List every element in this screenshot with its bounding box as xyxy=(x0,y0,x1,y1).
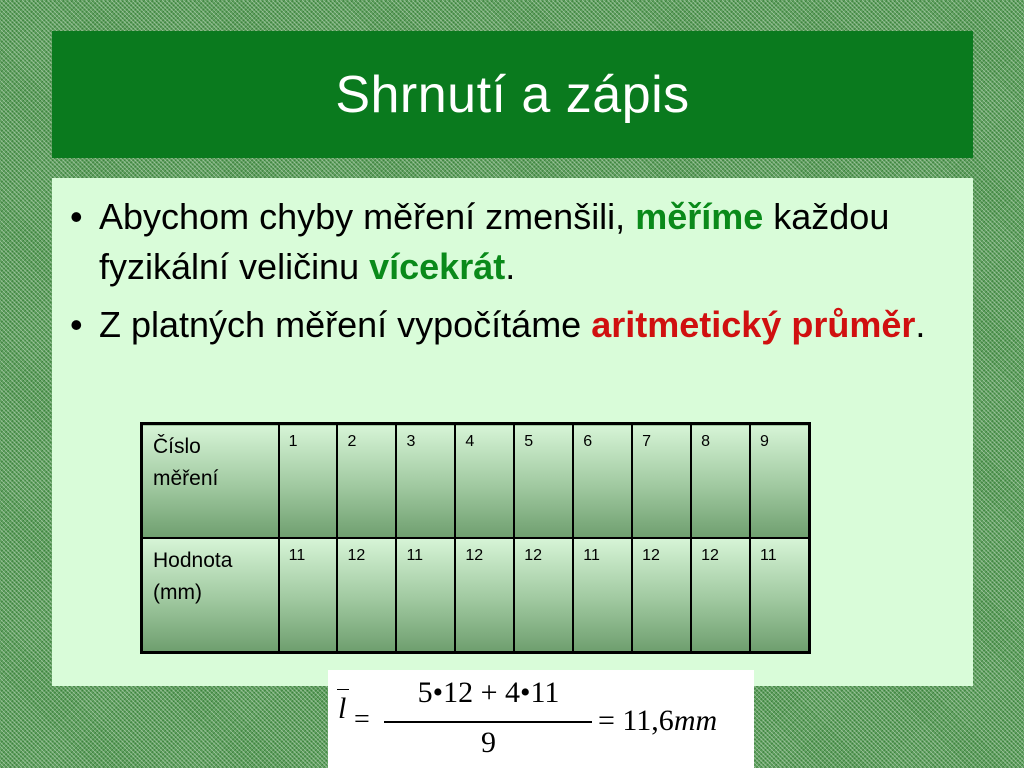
formula-denominator: 9 xyxy=(481,726,496,759)
mean-formula xyxy=(328,670,754,768)
table-cell: 12 xyxy=(691,538,750,653)
table-cell: 12 xyxy=(337,538,396,653)
table-row-header: Hodnota (mm) xyxy=(142,538,279,653)
bullet-2-text-a: Z platných měření vypočítáme xyxy=(99,304,592,345)
bullet-2-period: . xyxy=(915,304,926,345)
formula-unit: mm xyxy=(673,704,718,737)
table-cell: 6 xyxy=(573,424,632,539)
bullet-1-text-a: Abychom chyby měření zmenšili, xyxy=(99,196,636,237)
formula-result-value: = 11,6 xyxy=(598,704,674,737)
table-cell: 3 xyxy=(396,424,455,539)
formula-equals: = xyxy=(354,704,370,735)
table-cell: 7 xyxy=(632,424,691,539)
table-row-measurement-number xyxy=(142,424,810,539)
fraction-line xyxy=(384,721,592,723)
bullet-1-text-b: každou fyzikální veličinu xyxy=(99,196,890,287)
table-cell: 2 xyxy=(337,424,396,539)
table-cell: 11 xyxy=(750,538,809,653)
table-cell: 12 xyxy=(455,538,514,653)
bullet-icon: • xyxy=(70,196,83,237)
table-cell: 5 xyxy=(514,424,573,539)
bullet-list xyxy=(52,192,973,358)
table-cell: 8 xyxy=(691,424,750,539)
mean-bar xyxy=(337,689,349,690)
bullet-1-period: . xyxy=(505,246,516,287)
bullet-1-emphasis-vicekrat: vícekrát xyxy=(369,246,506,287)
formula-result xyxy=(598,704,717,738)
table-cell: 11 xyxy=(573,538,632,653)
title-bar xyxy=(52,31,973,158)
table-cell: 12 xyxy=(514,538,573,653)
table-row-value xyxy=(142,538,810,653)
bullet-item-1 xyxy=(52,192,973,292)
bullet-2-emphasis-prumer: aritmetický průměr xyxy=(591,304,916,345)
slide-title: Shrnutí a zápis xyxy=(335,65,690,124)
formula-symbol: l xyxy=(338,692,347,725)
table-cell: 9 xyxy=(750,424,809,539)
table-cell: 1 xyxy=(279,424,338,539)
table-cell: 4 xyxy=(455,424,514,539)
table-cell: 11 xyxy=(279,538,338,653)
table-row-header: Číslo měření xyxy=(142,424,279,539)
table-cell: 11 xyxy=(396,538,455,653)
formula-numerator: 5•12 + 4•11 xyxy=(417,676,560,709)
bullet-icon: • xyxy=(70,304,83,345)
bullet-item-2 xyxy=(52,300,973,350)
measurement-table xyxy=(140,422,811,654)
table-cell: 12 xyxy=(632,538,691,653)
bullet-1-emphasis-merime: měříme xyxy=(635,196,764,237)
